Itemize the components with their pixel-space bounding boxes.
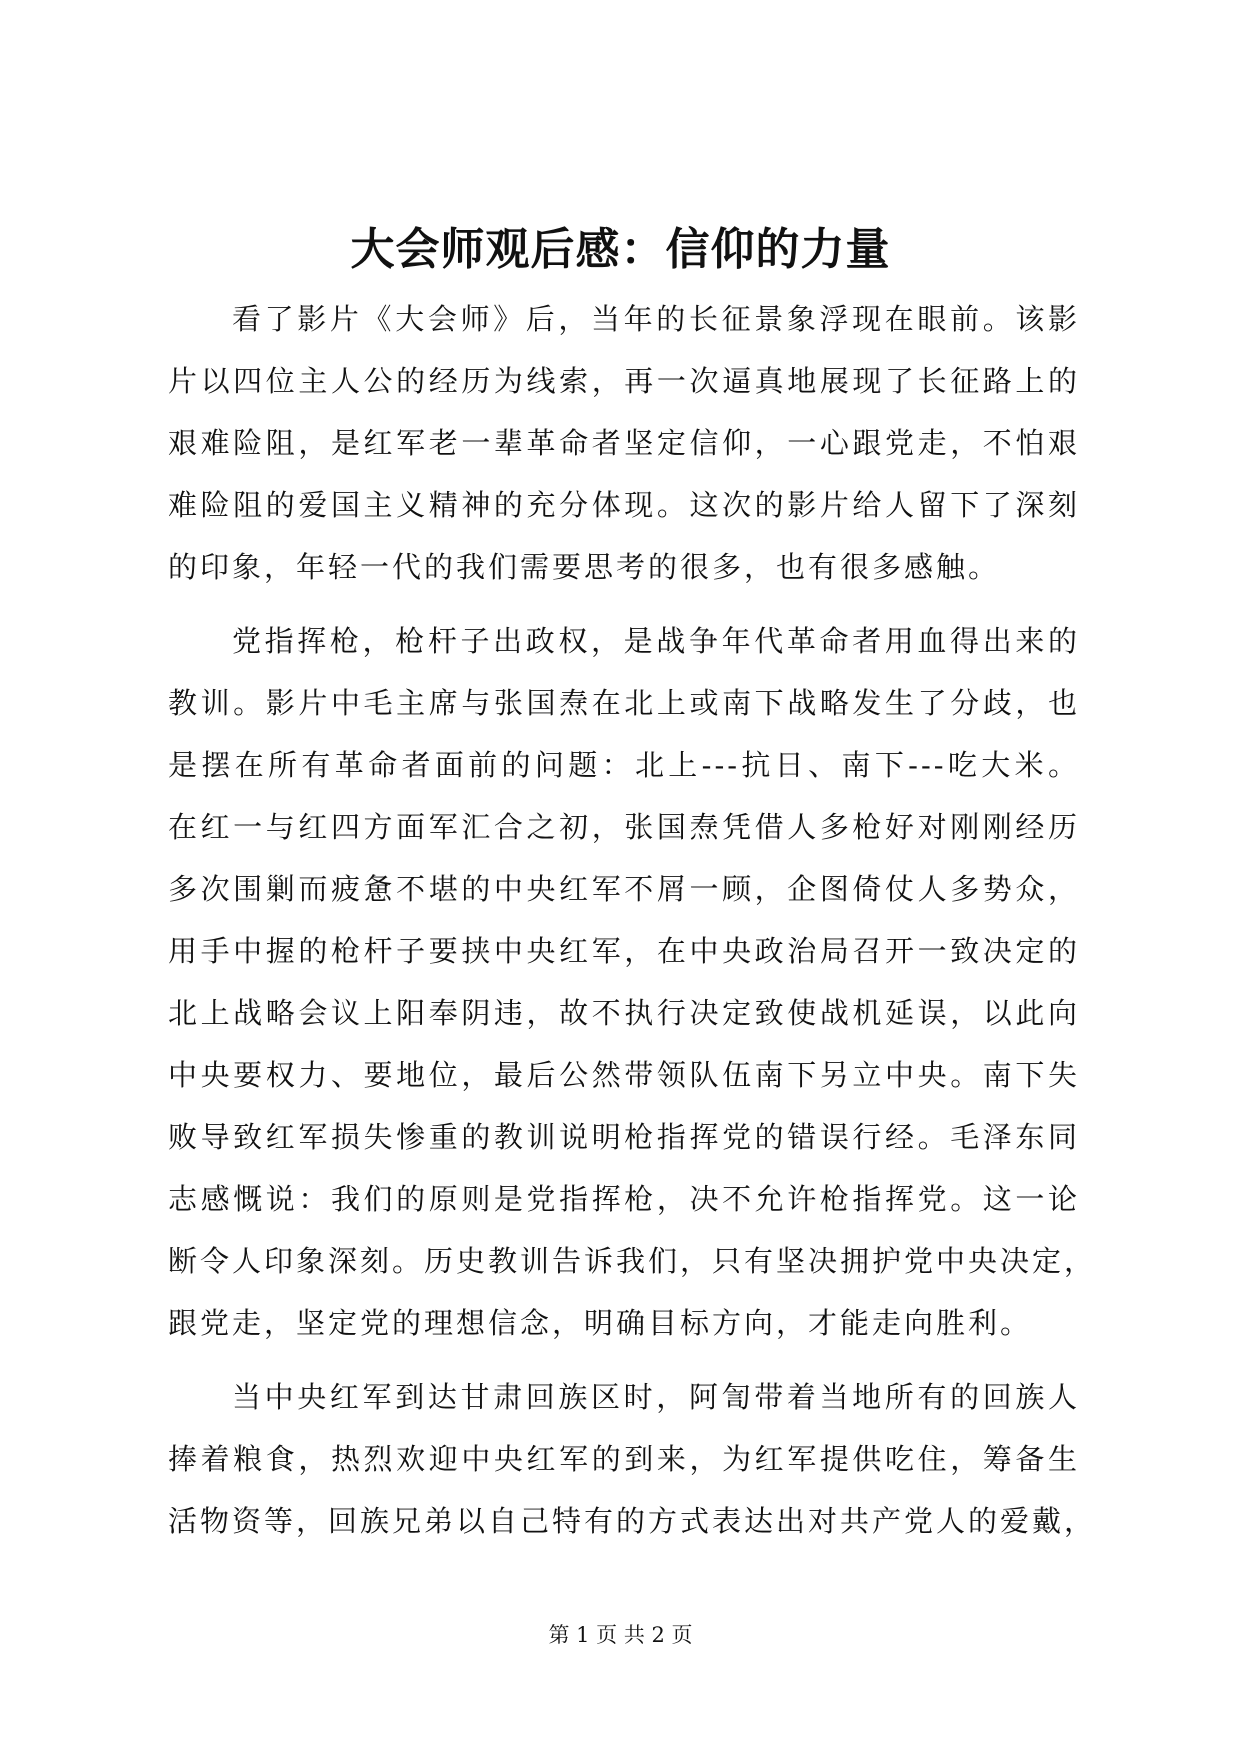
page-number: 第 1 页 共 2 页: [548, 1623, 693, 1647]
text-line: 片以四位主人公的经历为线索，再一次逼真地展现了长征路上的: [168, 364, 1080, 398]
text-line: 是摆在所有革命者面前的问题：北上---抗日、南下---吃大米。: [168, 748, 1080, 782]
text-line: 的印象，年轻一代的我们需要思考的很多，也有很多感触。: [168, 550, 1001, 584]
page-footer: [0, 1620, 1241, 1650]
paragraph-2: [168, 610, 1097, 1354]
text-line: 断令人印象深刻。历史教训告诉我们，只有坚决拥护党中央决定，: [168, 1244, 1097, 1278]
document-body: [168, 288, 1097, 1564]
text-line: 活物资等，回族兄弟以自己特有的方式表达出对共产党人的爱戴，: [168, 1504, 1097, 1538]
text-line: 跟党走，坚定党的理想信念，明确目标方向，才能走向胜利。: [168, 1306, 1033, 1340]
text-line: 用手中握的枪杆子要挟中央红军，在中央政治局召开一致决定的: [168, 934, 1080, 968]
text-line: 党指挥枪，枪杆子出政权，是战争年代革命者用血得出来的: [232, 624, 1080, 658]
document-title: 大会师观后感：信仰的力量: [350, 224, 891, 275]
paragraph-3: [168, 1366, 1097, 1552]
text-line: 艰难险阻，是红军老一辈革命者坚定信仰，一心跟党走，不怕艰: [168, 426, 1080, 460]
text-line: 志感慨说：我们的原则是党指挥枪，决不允许枪指挥党。这一论: [168, 1182, 1080, 1216]
text-line: 难险阻的爱国主义精神的充分体现。这次的影片给人留下了深刻: [168, 488, 1080, 522]
text-line: 教训。影片中毛主席与张国焘在北上或南下战略发生了分歧，也: [168, 686, 1080, 720]
paragraph-1: [168, 288, 1080, 598]
text-line: 看了影片《大会师》后，当年的长征景象浮现在眼前。该影: [232, 302, 1080, 336]
text-line: 捧着粮食，热烈欢迎中央红军的到来，为红军提供吃住，筹备生: [168, 1442, 1080, 1476]
text-line: 当中央红军到达甘肃回族区时，阿訇带着当地所有的回族人: [232, 1380, 1080, 1414]
text-line: 多次围剿而疲惫不堪的中央红军不屑一顾，企图倚仗人多势众，: [168, 872, 1080, 906]
text-line: 中央要权力、要地位，最后公然带领队伍南下另立中央。南下失: [168, 1058, 1080, 1092]
text-line: 在红一与红四方面军汇合之初，张国焘凭借人多枪好对刚刚经历: [168, 810, 1080, 844]
text-line: 北上战略会议上阳奉阴违，故不执行决定致使战机延误，以此向: [168, 996, 1080, 1030]
text-line: 败导致红军损失惨重的教训说明枪指挥党的错误行经。毛泽东同: [168, 1120, 1080, 1154]
